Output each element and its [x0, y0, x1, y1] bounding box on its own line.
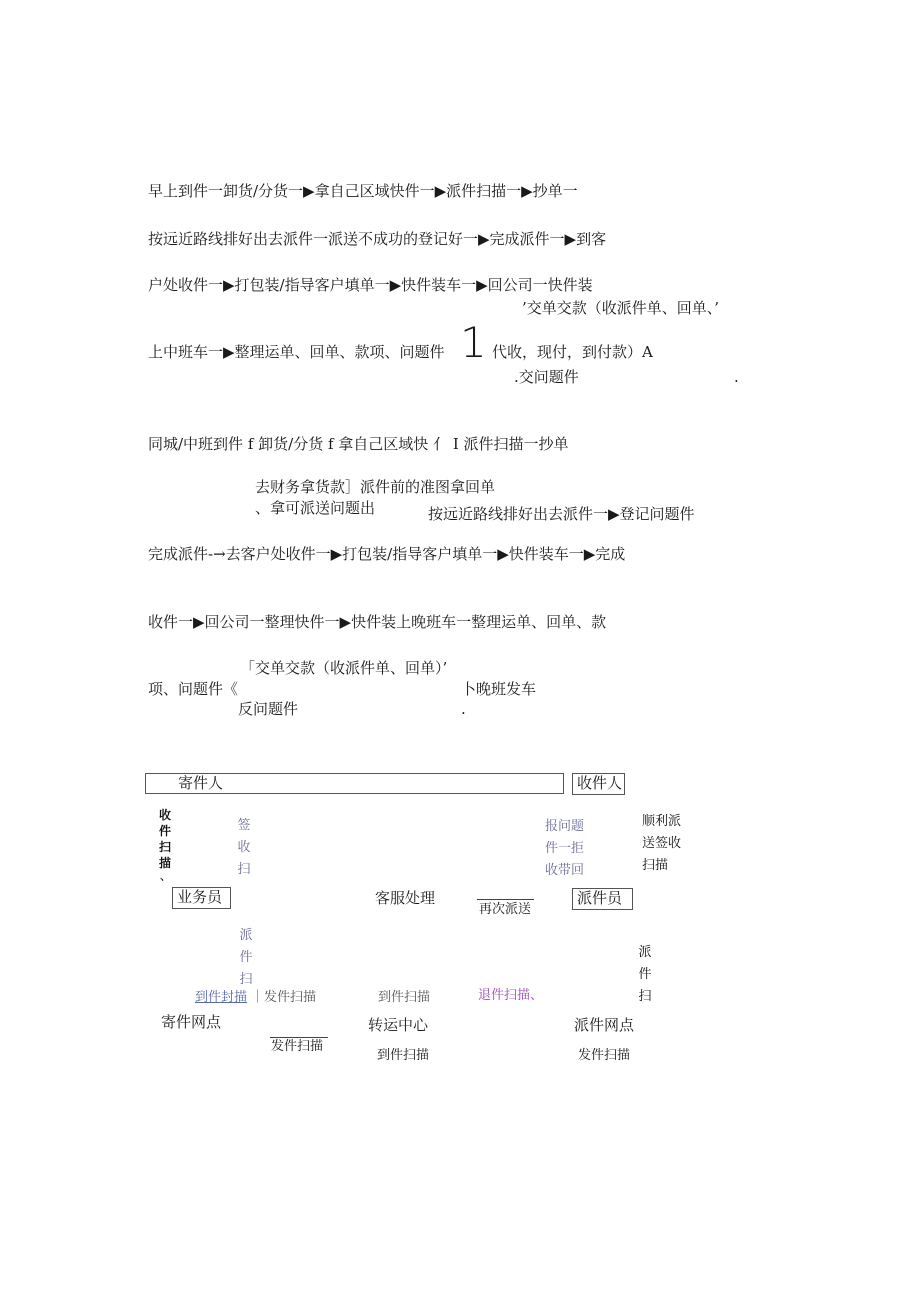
- receiver-box: [572, 773, 625, 795]
- send-scan-origin: ｜发件扫描: [251, 990, 317, 1005]
- origin-node: 寄件网点: [161, 1013, 222, 1031]
- flow-line-13-right: 卜晚班发车: [461, 680, 537, 698]
- customer-service: 客服处理: [375, 889, 436, 907]
- arrive-scan-bottom: 到件扫描: [377, 1048, 430, 1063]
- collect-scan-vertical: 收件扫描: [158, 808, 171, 870]
- sender-box: [145, 773, 564, 794]
- flow-line-3: 户处收件一▶打包装/指导客户填单一▶快件装车一▶回公司一快件装: [148, 276, 593, 294]
- transit-center: 转运中心: [368, 1016, 429, 1034]
- flow-line-11: 收件一▶回公司一整理快件一▶快件装上晚班车一整理运单、回单、款: [148, 613, 607, 631]
- collect-scan-mark: 、: [159, 869, 173, 884]
- redeliver-rule: [477, 899, 534, 900]
- flow-line-9-right: 按远近路线排好出去派件一▶登记问题件: [428, 505, 695, 523]
- arrive-scan-origin: 到件封描: [195, 990, 248, 1005]
- flow-line-6: .交问题件: [514, 368, 579, 386]
- flow-line-1: 早上到件一卸货/分货一▶拿自己区域快件一▶派件扫描一▶抄单一: [148, 182, 578, 200]
- sender-label: 寄件人: [178, 774, 224, 792]
- sf-sign-1: 顺利派: [642, 814, 682, 829]
- flow-line-10: 完成派件-→去客户处收件一▶打包装/指导客户填单一▶快件装车一▶完成: [148, 545, 626, 563]
- courier-label: 派件员: [577, 889, 623, 907]
- destination-node: 派件网点: [574, 1016, 635, 1034]
- send-scan-dest: 发件扫描: [578, 1048, 631, 1063]
- salesman-box: [172, 887, 231, 909]
- flow-line-9: 、拿可派送问题出: [255, 499, 376, 517]
- dispatch-scan-left: 派件扫: [239, 928, 253, 987]
- sf-sign-3: 扫描: [642, 858, 669, 873]
- report-issue-1: 报问题: [545, 819, 585, 834]
- courier-box: [572, 888, 633, 910]
- receiver-label: 收件人: [577, 774, 623, 792]
- flow-line-6-dot: .: [734, 368, 739, 386]
- salesman-label: 业务员: [177, 888, 223, 906]
- flow-line-12: 「交单交款（收派件单、回单）’: [240, 659, 448, 677]
- flow-line-2: 按远近路线排好出去派件一派送不成功的登记好一▶完成派件一▶到客: [148, 230, 607, 248]
- send-scan-bottom: 发件扫描: [271, 1039, 324, 1054]
- send-scan-rule: [270, 1037, 328, 1038]
- flow-line-8: 去财务拿货款］派件前的准图拿回单: [255, 478, 496, 496]
- flow-line-7: 同城/中班到件 f 卸货/分货 f 拿自己区域快 ⺅ I 派件扫描一抄单: [148, 435, 569, 453]
- redeliver-label: 再次派送: [479, 902, 532, 917]
- report-issue-3: 收带回: [545, 863, 585, 878]
- report-issue-2: 件一拒: [545, 841, 585, 856]
- sf-sign-2: 送签收: [642, 836, 682, 851]
- dispatch-scan-right: 派件扫: [638, 945, 652, 1004]
- return-scan: 退件扫描、: [478, 988, 544, 1003]
- arrive-scan-transit: 到件扫描: [378, 990, 431, 1005]
- sign-scan-vertical: 签收扫: [237, 818, 251, 877]
- flow-line-13: 项、问题件《: [148, 680, 239, 698]
- flow-line-14-dot: .: [461, 700, 466, 718]
- flow-big-bracket: 1: [460, 318, 487, 367]
- flow-line-5: 上中班车一▶整理运单、回单、款项、问题件: [148, 343, 445, 361]
- flow-line-4-right: ’交单交款（收派件单、回单、’: [522, 299, 720, 317]
- flow-line-14: 反问题件: [238, 700, 299, 718]
- flow-line-5-tail: 代收，现付，到付款）A: [492, 343, 653, 361]
